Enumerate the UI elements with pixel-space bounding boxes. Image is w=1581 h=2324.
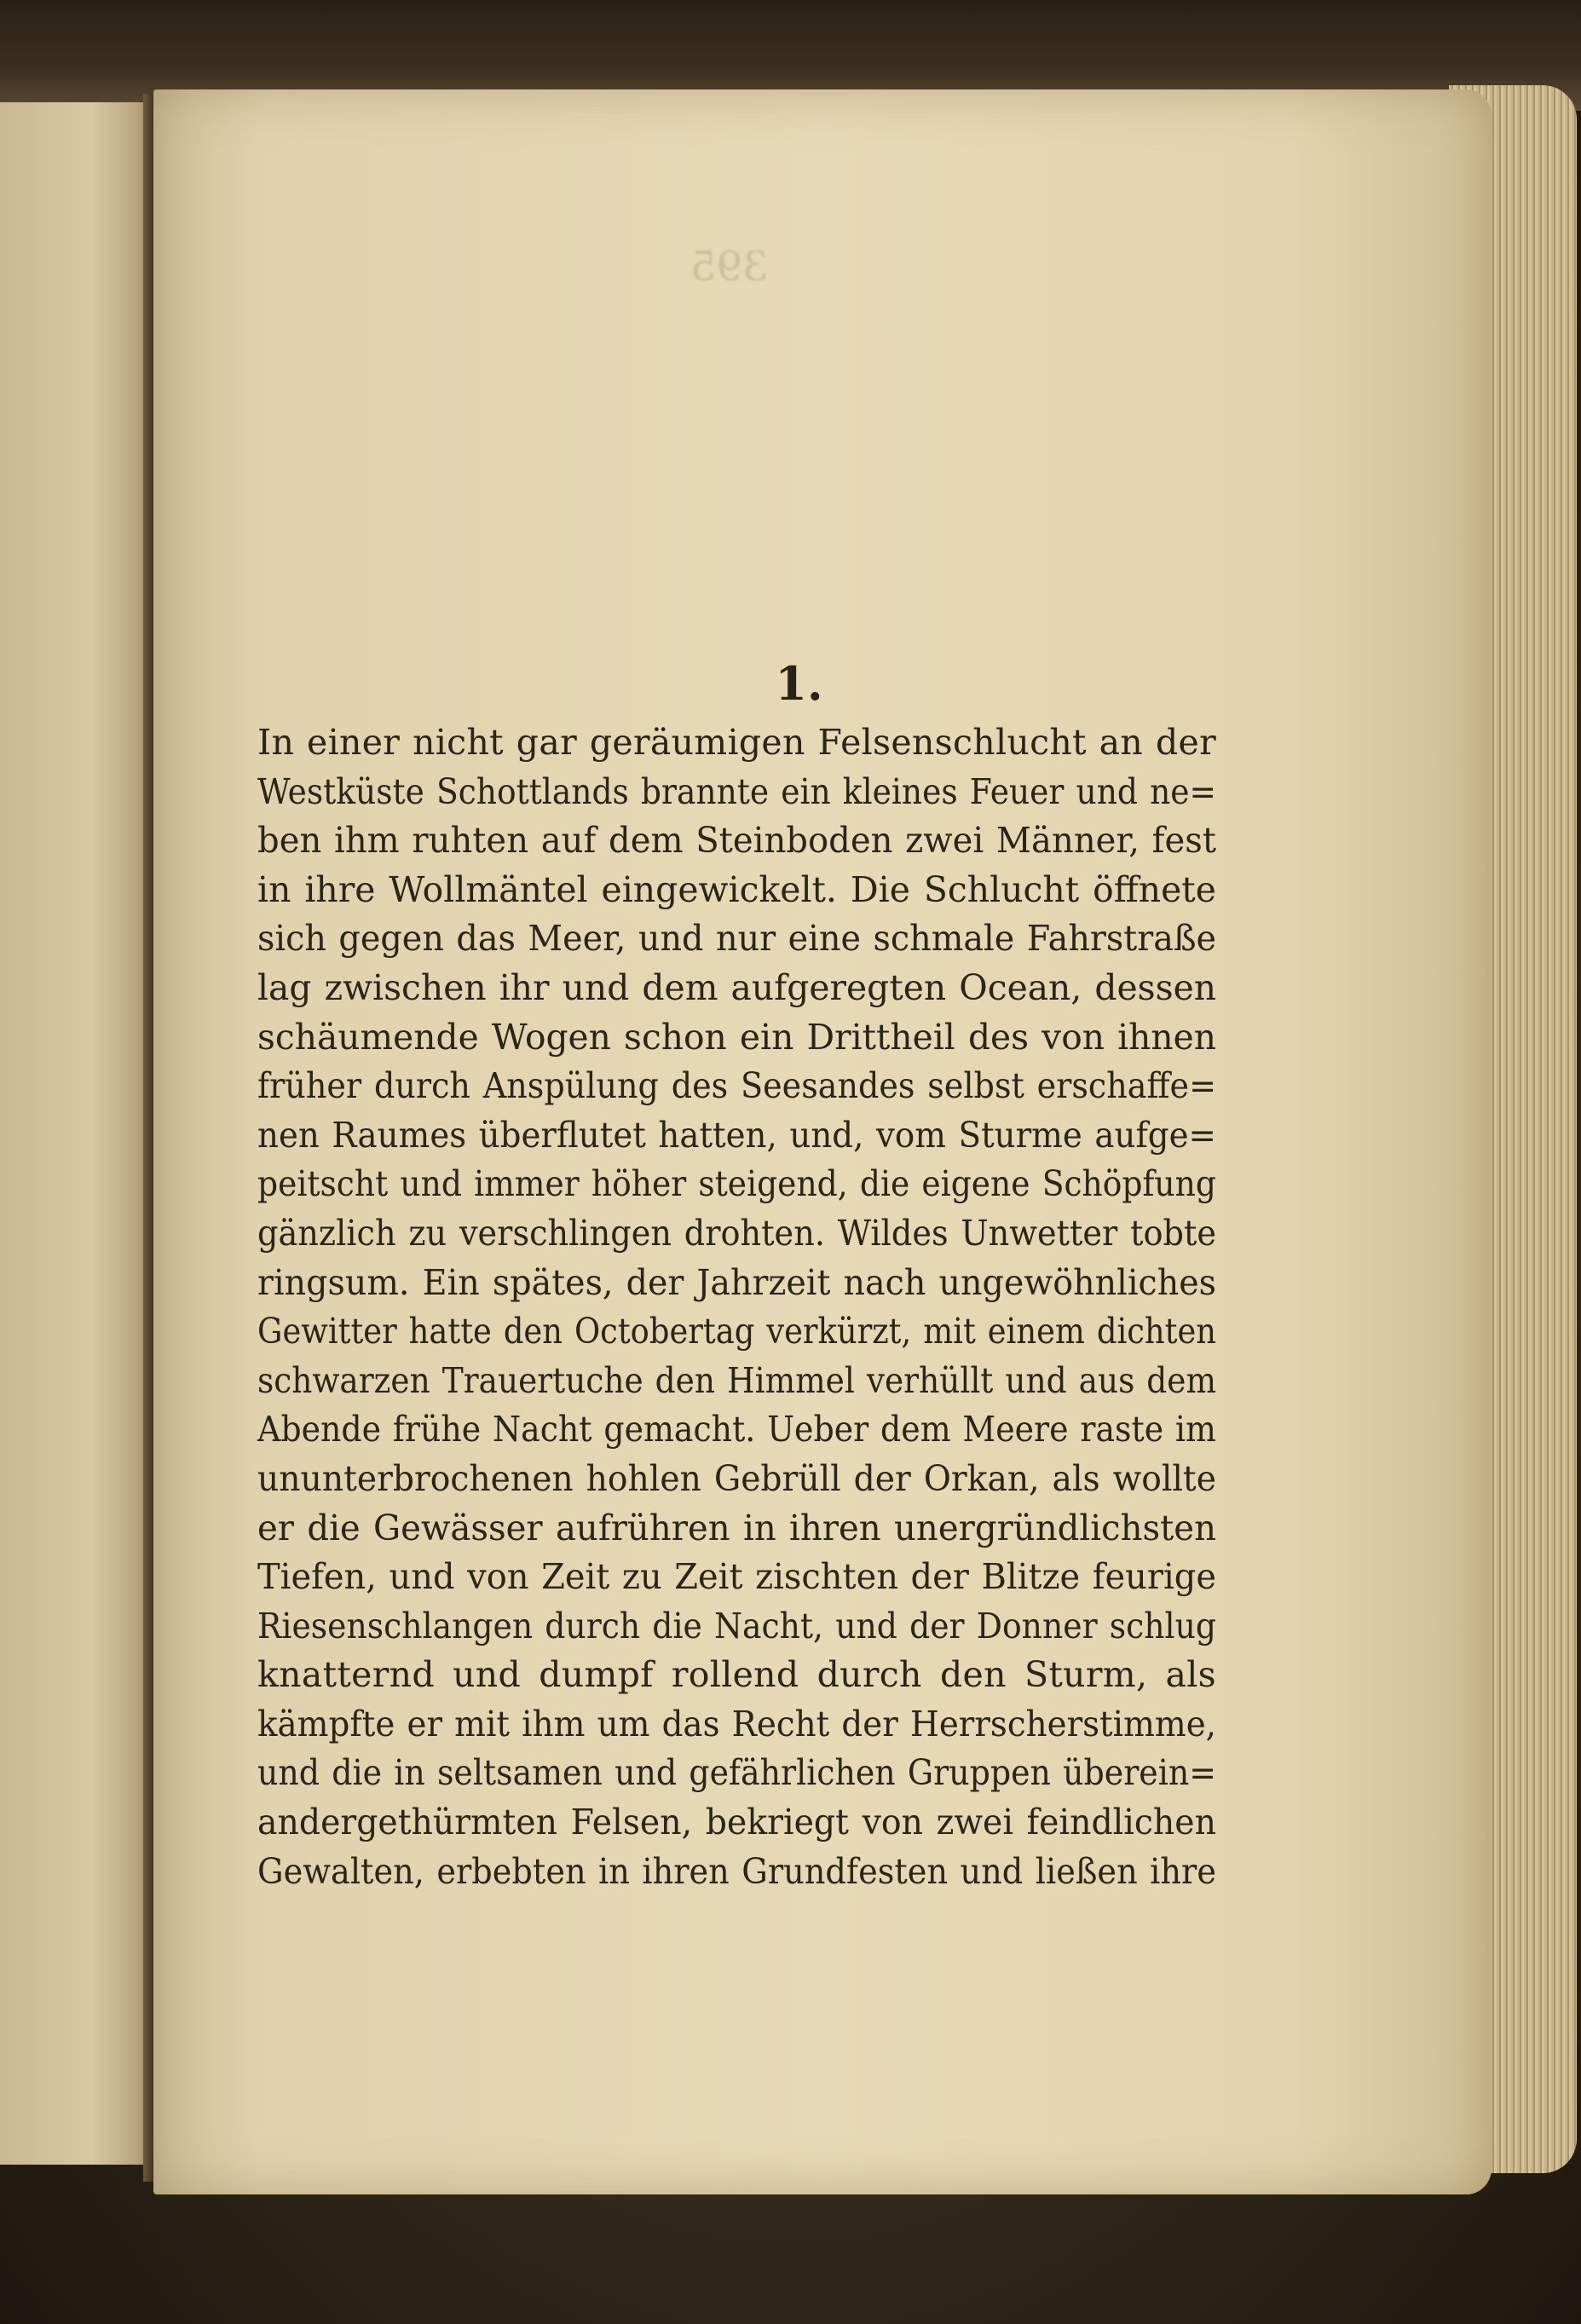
text-line: früher durch Anspülung des Seesandes selbst erschaffe= [257, 1065, 1217, 1107]
text-line: schwarzen Trauertuche den Himmel verhüllt und aus dem [257, 1359, 1217, 1401]
text-line: Gewitter hatte den Octobertag verkürzt, mit einem dichten [257, 1311, 1217, 1352]
text-line: sich gegen das Meer, und nur eine schmale Fahrstraße [257, 918, 1217, 960]
chapter-number: 1. [775, 656, 823, 711]
text-line: lag zwischen ihr und dem aufgeregten Ocean, dessen [257, 966, 1217, 1008]
text-line: peitscht und immer höher steigend, die eigene Schöpfung [257, 1163, 1216, 1205]
bleed-through-page-number: 395 [690, 243, 769, 291]
body-text [257, 718, 1216, 1896]
text-line: ben ihm ruhten auf dem Steinboden zwei Männer, fest [257, 820, 1216, 862]
text-line: Gewalten, erbebten in ihren Grundfesten und ließen ihre [257, 1850, 1216, 1892]
text-line: Tiefen, und von Zeit zu Zeit zischten der Blitze feurige [257, 1556, 1217, 1598]
text-line: und die in seltsamen und gefährlichen Gruppen überein= [257, 1752, 1216, 1794]
text-line: Riesenschlangen durch die Nacht, und der Donner schlug [257, 1605, 1217, 1646]
text-line: schäumende Wogen schon ein Drittheil des von ihnen [257, 1016, 1216, 1058]
text-line: nen Raumes überflutet hatten, und, vom Sturme aufge= [257, 1114, 1217, 1156]
text-line: er die Gewässer aufrühren in ihren unergründlichsten [257, 1507, 1216, 1548]
text-line: In einer nicht gar geräumigen Felsenschlucht an der [257, 722, 1216, 763]
text-line: ununterbrochenen hohlen Gebrüll der Orkan, als wollte [257, 1457, 1216, 1499]
text-line: ringsum. Ein spätes, der Jahrzeit nach ungewöhnliches [257, 1261, 1217, 1303]
text-line: in ihre Wollmäntel eingewickelt. Die Schlucht öffnete [257, 868, 1216, 910]
text-line: kämpfte er mit ihm um das Recht der Herrscherstimme, [257, 1703, 1217, 1744]
text-line: andergethürmten Felsen, bekriegt von zwei feindlichen [257, 1802, 1216, 1843]
text-line: gänzlich zu verschlingen drohten. Wildes Unwetter tobte [257, 1212, 1216, 1254]
text-line: knatternd und dumpf rollend durch den Sturm, als [257, 1654, 1216, 1696]
text-line: Westküste Schottlands brannte ein kleines Feuer und ne= [257, 770, 1217, 812]
left-page-edge [0, 102, 153, 2165]
text-line: Abende frühe Nacht gemacht. Ueber dem Meere raste im [257, 1409, 1216, 1450]
